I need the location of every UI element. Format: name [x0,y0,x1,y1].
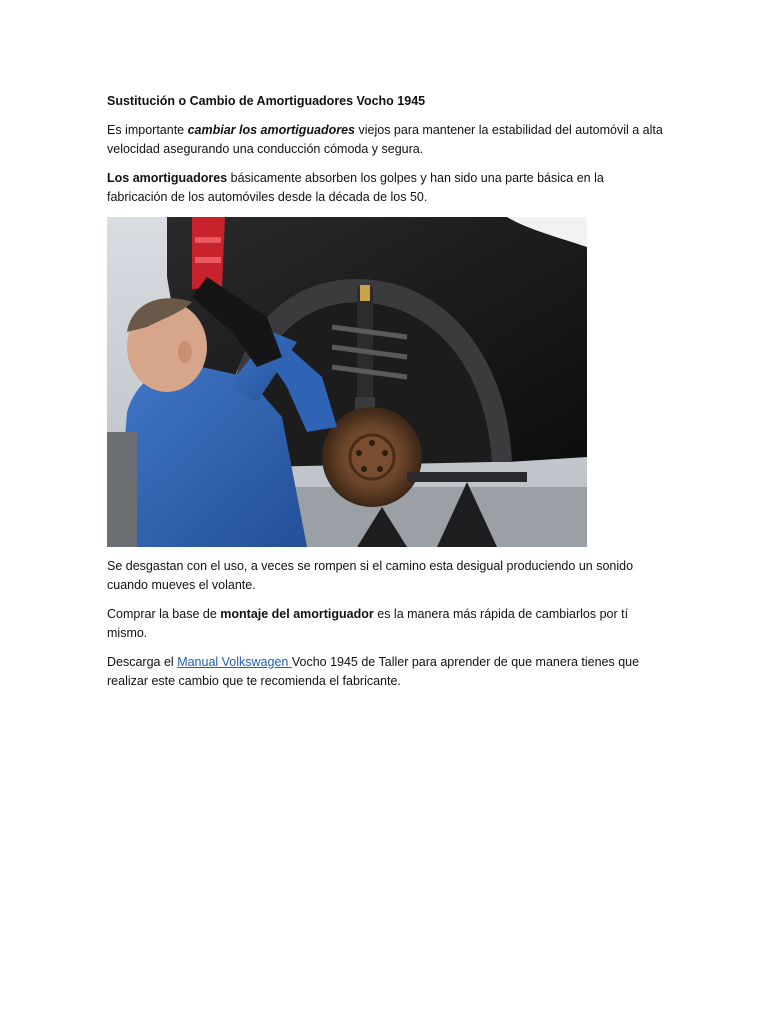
p1-pre: Es importante [107,123,188,137]
p1-post: viejos para mantener la estabilidad del automóvil a alta velocidad asegurando una conducción cómoda y segura. [107,123,663,156]
paragraph-download [107,653,667,691]
document-title: Sustitución o Cambio de Amortiguadores Vocho 1945 [107,94,426,108]
paragraph-definition [107,169,667,207]
p5-pre: Descarga el [107,655,178,669]
p1-emphasis: cambiar los amortiguadores [187,123,356,137]
manual-volkswagen-link[interactable]: Manual Volkswagen [177,655,292,669]
p5-post: Vocho 1945 de Taller para aprender de que manera tienes que realizar este cambio que te recomienda el fabricante. [107,655,640,688]
p4-post: es la manera más rápida de cambiarlos por tí mismo. [107,607,629,640]
paragraph-wear: Se desgastan con el uso, a veces se rompen si el camino esta desigual produciendo un sonido cuando mueves el volante. [107,559,634,592]
p2-bold: Los amortiguadores [107,171,228,185]
paragraph-mount [107,605,667,643]
p2-post: básicamente absorben los golpes y han sido una parte básica en la fabricación de los automóviles desde la década de los 50. [107,171,604,204]
mechanic-shock-absorber-photo [107,217,587,547]
p4-bold: montaje del amortiguador [220,607,374,621]
p4-pre: Comprar la base de [107,607,221,621]
document-page [107,92,667,701]
paragraph-importance [107,121,667,159]
